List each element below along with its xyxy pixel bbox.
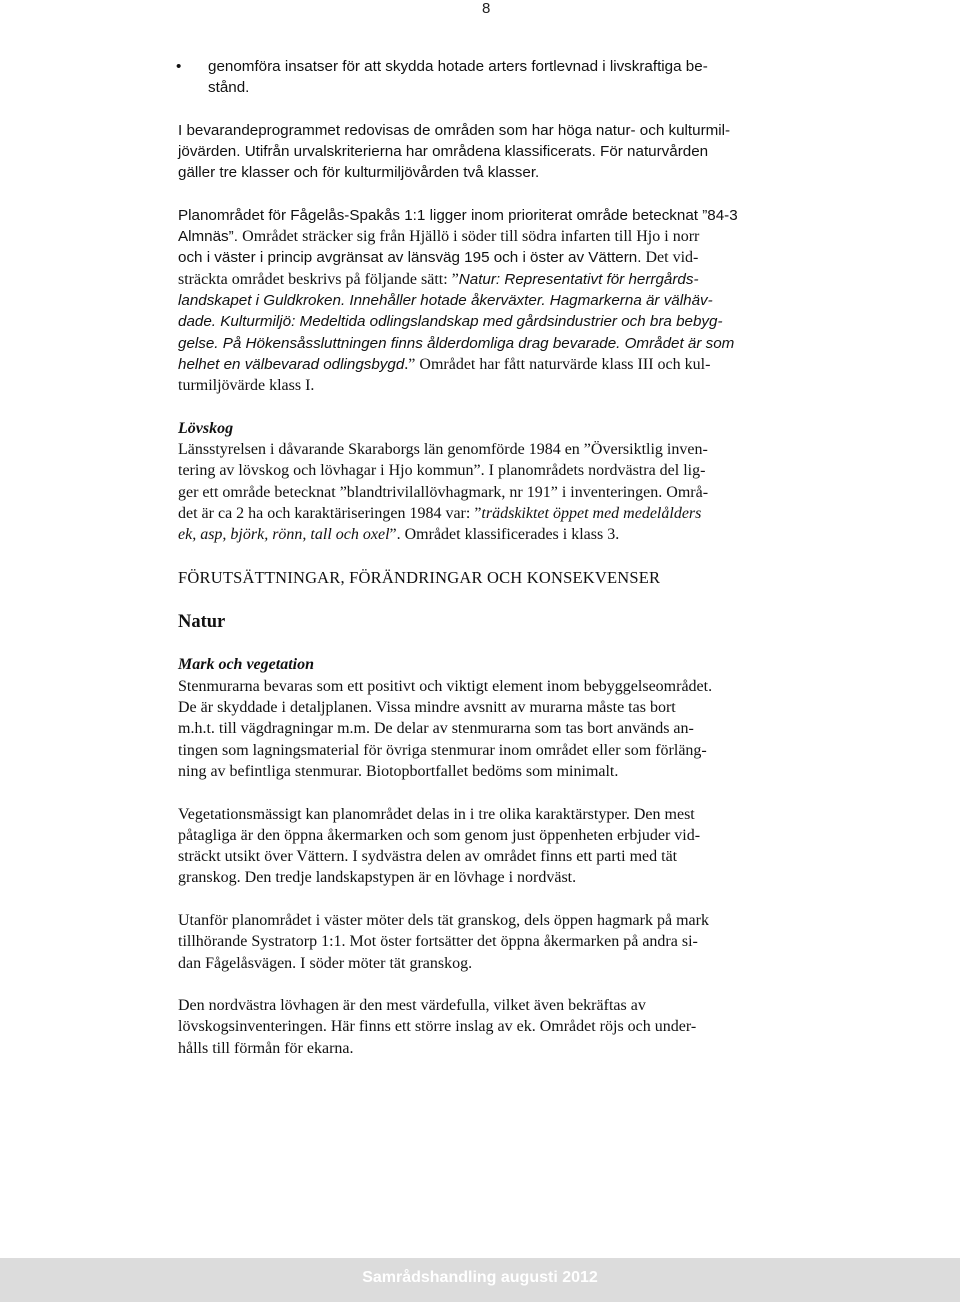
lovhagen-line: hålls till förmån för ekarna. (178, 1039, 354, 1057)
mark-line: De är skyddade i detaljplanen. Vissa mindre avsnitt av murarna måste tas bort (178, 699, 676, 717)
lovskog-heading: Lövskog (178, 419, 234, 437)
natur-heading: Natur (178, 612, 226, 633)
footer-bar (0, 1258, 960, 1302)
vegetation-line: påtagliga är den öppna åkermarken och som genom just öppenheten erbjuder vid- (178, 826, 701, 844)
planomrade-line: helhet en välbevarad odlingsbygd.” Området har fått naturvärde klass III och kul- (178, 355, 711, 373)
lovskog-section (178, 418, 794, 546)
footer-text: Samrådshandling augusti 2012 (362, 1269, 598, 1286)
bullet-list-item (176, 56, 794, 99)
intro-line: I bevarandeprogrammet redovisas de områden som har höga natur- och kulturmil- (178, 121, 731, 139)
utanfor-paragraph (178, 910, 794, 974)
mark-line: tingen som lagningsmaterial för övriga stenmurar inom området eller som förläng- (178, 741, 707, 759)
mark-heading: Mark och vegetation (178, 656, 314, 674)
intro-paragraph (178, 120, 794, 184)
planomrade-line: landskapet i Guldkroken. Innehåller hotade åkerväxter. Hagmarkerna är välhäv- (178, 291, 713, 309)
planomrade-line: Planområdet för Fågelås-Spakås 1:1 ligger inom prioriterat område betecknat ”84-3 (178, 206, 738, 224)
planomrade-line: turmiljövärde klass I. (178, 377, 315, 395)
bullet-icon: • (176, 58, 182, 75)
lovskog-line: tering av lövskog och lövhagar i Hjo kommun”. I planområdets nordvästra del lig- (178, 462, 706, 480)
lovhagen-paragraph (178, 995, 794, 1059)
utanfor-line: dan Fågelåsvägen. I söder möter tät granskog. (178, 954, 473, 972)
intro-line: gäller tre klasser och för kulturmiljövården två klasser. (178, 164, 540, 182)
planomrade-line: sträckta området beskrivs på följande sätt: ”Natur: Representativt för herrgårds- (178, 270, 699, 288)
lovhagen-line: lövskogsinventeringen. Här finns ett större inslag av ek. Området röjs och under- (178, 1018, 697, 1036)
mark-line: m.h.t. till vägdragningar m.m. De delar av stenmurarna som tas bort används an- (178, 720, 694, 738)
vegetation-line: Vegetationsmässigt kan planområdet delas in i tre olika karaktärstyper. Den mest (178, 805, 695, 823)
mark-line: ning av befintliga stenmurar. Biotopbortfallet bedöms som minimalt. (178, 762, 619, 780)
vegetation-paragraph (178, 804, 794, 889)
lovskog-line: ek, asp, björk, rönn, tall och oxel”. Området klassificerades i klass 3. (178, 526, 620, 544)
planomrade-line: och i väster i princip avgränsat av länsväg 195 och i öster av Vättern. Det vid- (178, 249, 699, 267)
planomrade-line: dade. Kulturmiljö: Medeltida odlingslandskap med gårdsindustrier och bra bebyg- (178, 313, 723, 331)
intro-line: jövärden. Utifrån urvalskriterierna har områdena klassificerats. För naturvården (178, 142, 709, 160)
page-number: 8 (482, 0, 491, 17)
planomrade-line: gelse. På Hökensåssluttningen finns ålderdomliga drag bevarade. Området är som (178, 334, 735, 352)
mark-section (178, 654, 794, 782)
bullet-line: stånd. (208, 79, 250, 97)
lovskog-line: det är ca 2 ha och karaktäriseringen 1984 var: ”trädskiktet öppet med medelålders (178, 504, 702, 522)
lovskog-line: Länsstyrelsen i dåvarande Skaraborgs län genomförde 1984 en ”Översiktlig inven- (178, 441, 708, 459)
section-heading: FÖRUTSÄTTNINGAR, FÖRÄNDRINGAR OCH KONSEKVENSER (178, 567, 661, 587)
mark-line: Stenmurarna bevaras som ett positivt och viktigt element inom bebyggelseområdet. (178, 677, 713, 695)
lovskog-line: ger ett område betecknat ”blandtrivilallövhagmark, nr 191” i inventeringen. Områ- (178, 483, 709, 501)
planomrade-line: Almnäs”. Området sträcker sig från Hjällö i söder till södra infarten till Hjo i norr (178, 228, 700, 246)
lovhagen-line: Den nordvästra lövhagen är den mest värdefulla, vilket även bekräftas av (178, 997, 646, 1015)
document-body (178, 56, 794, 1059)
vegetation-line: granskog. Den tredje landskapstypen är en lövhage i nordväst. (178, 869, 577, 887)
utanfor-line: tillhörande Systratorp 1:1. Mot öster fortsätter det öppna åkermarken på andra si- (178, 933, 698, 951)
planomrade-paragraph (178, 205, 794, 397)
vegetation-line: sträckt utsikt över Vättern. I sydvästra delen av området finns ett parti med tät (178, 848, 678, 866)
utanfor-line: Utanför planområdet i väster möter dels tät granskog, dels öppen hagmark på mark (178, 911, 709, 929)
bullet-line: genomföra insatser för att skydda hotade arters fortlevnad i livskraftiga be- (208, 58, 708, 75)
